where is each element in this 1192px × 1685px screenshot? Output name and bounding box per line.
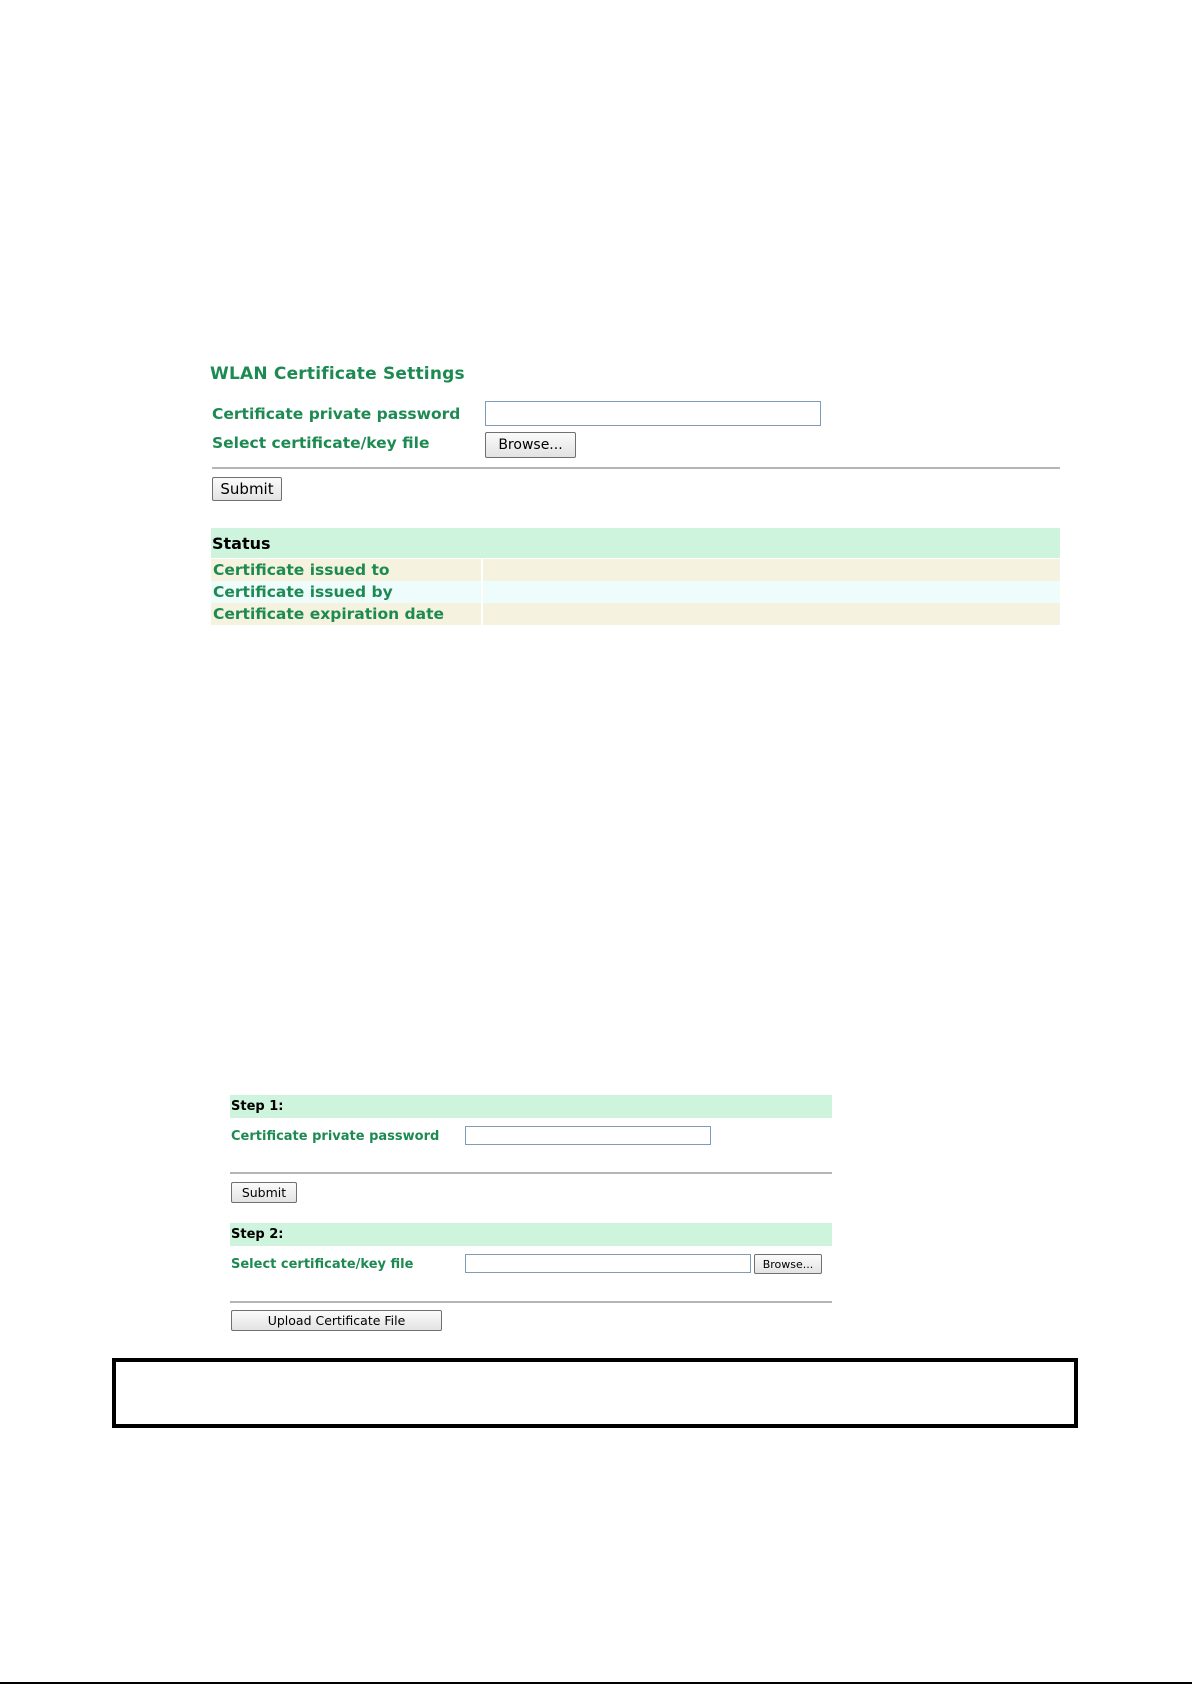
certificate-password-label: Certificate private password bbox=[212, 405, 461, 423]
divider bbox=[230, 1301, 832, 1303]
step2-file-path-input[interactable] bbox=[465, 1254, 751, 1273]
step2-file-label: Select certificate/key file bbox=[231, 1257, 414, 1272]
status-row-issued-by bbox=[211, 581, 1060, 603]
certificate-file-label: Select certificate/key file bbox=[212, 434, 430, 452]
step1-header: Step 1: bbox=[230, 1095, 832, 1118]
status-row-expiration-date bbox=[211, 603, 1060, 625]
step1-password-label: Certificate private password bbox=[231, 1129, 440, 1144]
status-label: Certificate issued by bbox=[211, 581, 482, 603]
step2-browse-button[interactable]: Browse... bbox=[754, 1254, 822, 1274]
footer-divider bbox=[0, 1682, 1192, 1684]
step1-submit-button[interactable]: Submit bbox=[231, 1182, 297, 1203]
status-header-row bbox=[211, 528, 1060, 558]
browse-button[interactable]: Browse... bbox=[485, 432, 576, 458]
step1-password-input[interactable] bbox=[465, 1126, 711, 1145]
status-label: Certificate issued to bbox=[211, 559, 482, 581]
status-value bbox=[482, 581, 1060, 603]
note-box bbox=[112, 1358, 1078, 1428]
divider bbox=[212, 467, 1060, 469]
status-header: Status bbox=[211, 528, 1060, 558]
submit-button[interactable]: Submit bbox=[212, 477, 282, 501]
upload-certificate-button[interactable]: Upload Certificate File bbox=[231, 1310, 442, 1331]
page-title: WLAN Certificate Settings bbox=[210, 364, 465, 384]
status-value bbox=[482, 603, 1060, 625]
status-row-issued-to bbox=[211, 559, 1060, 581]
status-value bbox=[482, 559, 1060, 581]
status-label: Certificate expiration date bbox=[211, 603, 482, 625]
divider bbox=[230, 1172, 832, 1174]
status-table bbox=[211, 528, 1060, 625]
step2-header: Step 2: bbox=[230, 1223, 832, 1246]
certificate-password-input[interactable] bbox=[485, 401, 821, 426]
